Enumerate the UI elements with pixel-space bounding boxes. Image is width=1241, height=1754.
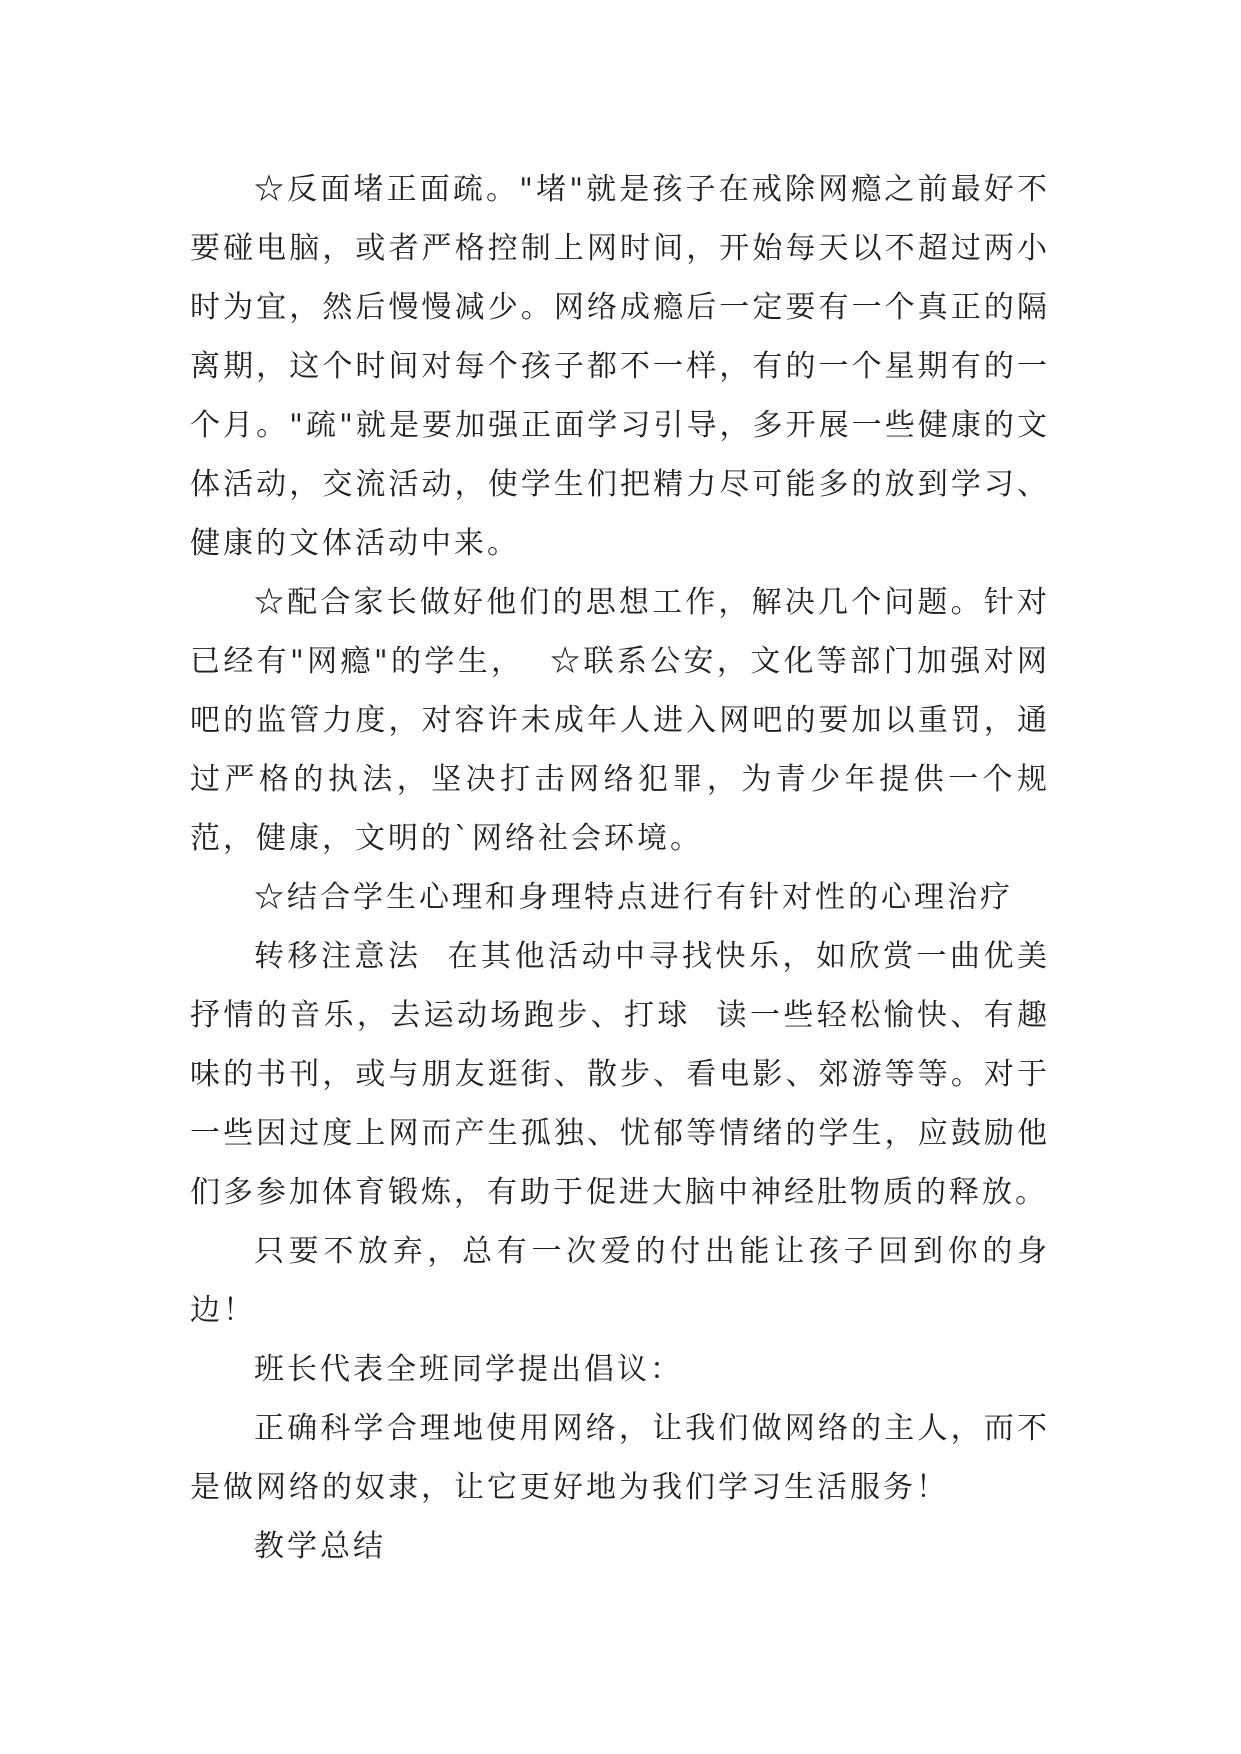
paragraph-proposal: 正确科学合理地使用网络，让我们做网络的主人，而不是做网络的奴隶，让它更好地为我们学习生活服务！ — [190, 1411, 1050, 1505]
paragraph-block-off-open: ☆反面堵正面疏。"堵"就是孩子在戒除网瘾之前最好不要碰电脑，或者严格控制上网时间，开始每天以不超过两小时为宜，然后慢慢减少。网络成瘾后一定要有一个真正的隔离期，这个时间对每个孩子都不一样，有的一个星期有的一个月。"疏"就是要加强正面学习引导，多开展一些健康的文体活动，交流活动，使学生们把精力尽可能多的放到学习、健康的文体活动中来。 — [190, 172, 1050, 561]
paragraph-monitor-proposal-intro: 班长代表全班同学提出倡议： — [254, 1352, 683, 1387]
paragraph-teaching-summary-heading: 教学总结 — [254, 1529, 386, 1564]
document-body — [190, 160, 1050, 1576]
paragraph-attention-shift: 转移注意法 在其他活动中寻找快乐，如欣赏一曲优美抒情的音乐，去运动场跑步、打球 读一些轻松愉快、有趣味的书刊，或与朋友逛街、散步、看电影、郊游等等。对于一些因过度上网而产生孤独、忧郁等情绪的学生，应鼓励他们多参加体育锻炼，有助于促进大脑中神经肚物质的释放。 — [190, 939, 1050, 1210]
paragraph-psychology-therapy: ☆结合学生心理和身理特点进行有针对性的心理治疗 — [254, 880, 1013, 915]
paragraph-never-give-up: 只要不放弃，总有一次爱的付出能让孩子回到你的身边！ — [190, 1234, 1050, 1328]
paragraph-parent-cooperation: ☆配合家长做好他们的思想工作，解决几个问题。针对已经有"网瘾"的学生， ☆联系公安，文化等部门加强对网吧的监管力度，对容许未成年人进入网吧的要加以重罚，通过严格的执法，坚决打击网络犯罪，为青少年提供一个规范，健康，文明的`网络社会环境。 — [190, 585, 1050, 856]
